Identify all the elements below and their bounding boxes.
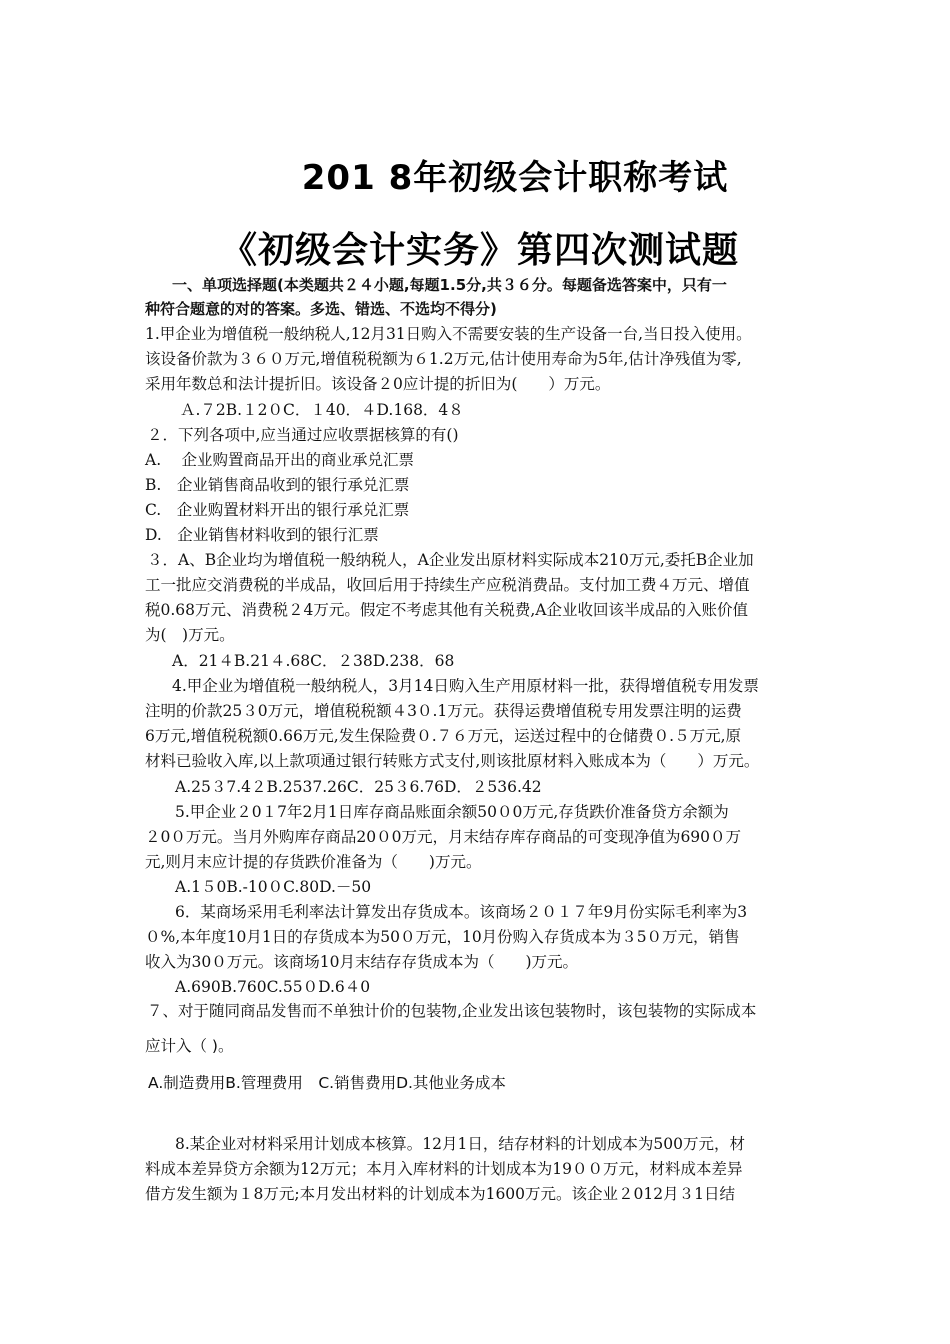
question-3-options: A．21４B.21４.68C．２38D.238．68: [172, 652, 455, 670]
question-6-line: 6．某商场采用毛利率法计算发出存货成本。该商场２０１７年9月份实际毛利率为3: [175, 903, 748, 921]
section-heading-cont: 种符合题意的对的答案。多选、错选、不选均不得分): [145, 300, 497, 318]
exam-title: 201 8年初级会计职称考试: [301, 158, 729, 198]
question-8-line: 8.某企业对材料采用计划成本核算。12月1日，结存材料的计划成本为500万元，材: [175, 1135, 745, 1153]
question-7-options: A.制造费用B.管理费用 C.销售费用D.其他业务成本: [148, 1074, 506, 1092]
question-1-line: 1.甲企业为增值税一般纳税人,12月31日购入不需要安装的生产设备一台,当日投入使用。: [145, 325, 752, 343]
question-5-line: 5.甲企业２0１7年2月1日库存商品账面余额50０0万元,存货跌价准备贷方余额为: [175, 803, 729, 821]
question-2-stem: ２．下列各项中,应当通过应收票据核算的有(): [147, 426, 459, 444]
question-2-option-c: C. 企业购置材料开出的银行承兑汇票: [145, 501, 410, 519]
question-4-line: 材料已验收入库,以上款项通过银行转账方式支付,则该批原材料入账成本为（ ）万元。: [145, 752, 760, 770]
question-4-line: 6万元,增值税税额0.66万元,发生保险费０.７６万元，运送过程中的仓储费０.５万元,原: [145, 727, 742, 745]
question-3-line: ３．A、B企业均为增值税一般纳税人，A企业发出原材料实际成本210万元,委托B企业加: [147, 551, 754, 569]
question-5-line: 元,则月末应计提的存货跌价准备为（ )万元。: [145, 853, 482, 871]
question-6-options: A.690B.760C.55０D.6４0: [175, 978, 371, 996]
question-1-options: Ａ.７2B.１2０C．１40．４D.168．4８: [180, 401, 464, 419]
question-1-line: 采用年数总和法计提折旧。该设备２0应计提的折旧为( ）万元。: [145, 375, 611, 393]
question-6-line: ０%,本年度10月1日的存货成本为50０万元，10月份购入存货成本为３5０万元，销售: [145, 928, 740, 946]
question-6-line: 收入为30０万元。该商场10月末结存存货成本为（ )万元。: [145, 953, 578, 971]
question-4-line: 4.甲企业为增值税一般纳税人，3月14日购入生产用原材料一批，获得增值税专用发票: [172, 677, 759, 695]
question-3-line: 税0.68万元、消费税２4万元。假定不考虑其他有关税费,A企业收回该半成品的入账价值: [145, 601, 748, 619]
question-1-line: 该设备价款为３６０万元,增值税税额为６1.2万元,估计使用寿命为5年,估计净残值为零,: [145, 350, 742, 368]
question-4-line: 注明的价款25３0万元，增值税税额４3０.1万元。获得运费增值税专用发票注明的运费: [145, 702, 742, 720]
question-4-options: A.25３7.4２B.2537.26C．25３6.76D．２536.42: [175, 778, 542, 796]
question-3-line: 为( )万元。: [145, 626, 235, 644]
section-heading: 一、单项选择题(本类题共２４小题,每题1.5分,共３６分。每题备选答案中，只有一: [172, 276, 727, 294]
question-2-option-b: B. 企业销售商品收到的银行承兑汇票: [145, 476, 410, 494]
exam-subtitle: 《初级会计实务》第四次测试题: [220, 230, 739, 271]
question-7-line: 应计入（ )。: [145, 1037, 234, 1055]
question-5-options: A.1５0B.-10０C.80D.－50: [175, 878, 372, 896]
question-2-option-a: A. 企业购置商品开出的商业承兑汇票: [145, 451, 415, 469]
question-3-line: 工一批应交消费税的半成品，收回后用于持续生产应税消费品。支付加工费４万元、增值: [145, 576, 750, 594]
question-8-line: 借方发生额为１8万元;本月发出材料的计划成本为1600万元。该企业２012月３1日结: [145, 1185, 735, 1203]
question-2-option-d: D. 企业销售材料收到的银行汇票: [145, 526, 379, 544]
question-8-line: 料成本差异贷方余额为12万元；本月入库材料的计划成本为19００万元，材料成本差异: [145, 1160, 743, 1178]
question-7-line: ７、对于随同商品发售而不单独计价的包装物,企业发出该包装物时，该包装物的实际成本: [147, 1002, 757, 1020]
question-5-line: ２0０万元。当月外购库存商品20０0万元，月末结存库存商品的可变现净值为690０万: [145, 828, 742, 846]
